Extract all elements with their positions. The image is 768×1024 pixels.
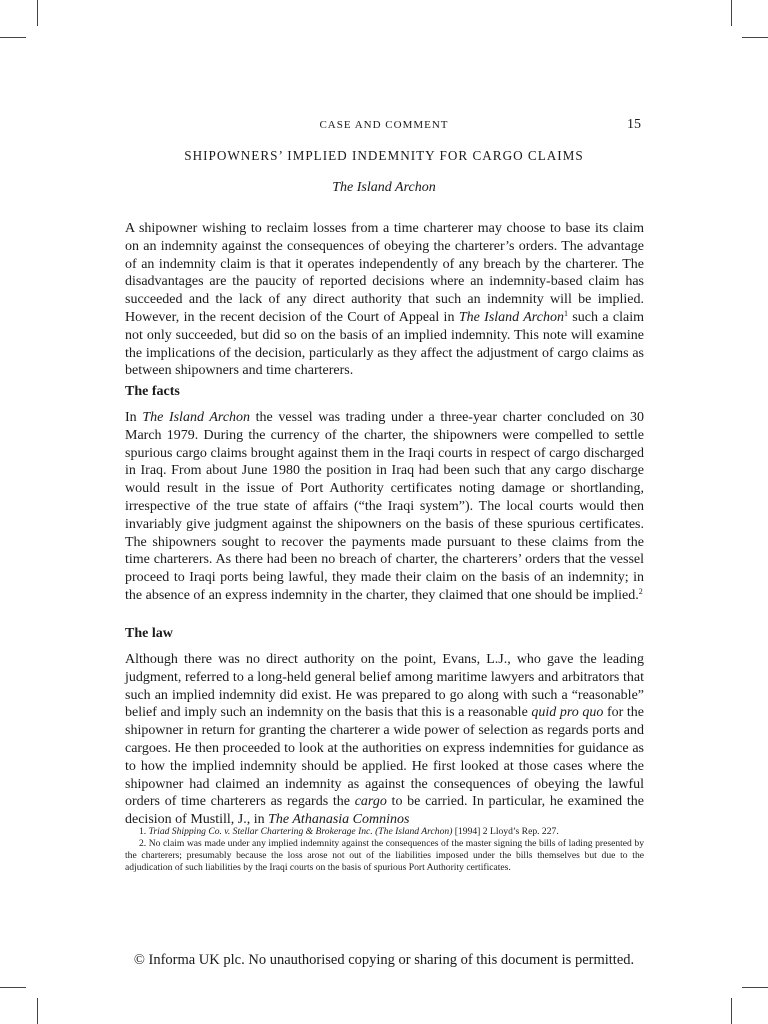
law-body-1: Although there was no direct authority on the point, Evans, L.J., who gave the leading judgment, referred to a long-held general belief among maritime lawyers and arbitrators that such an implied indemnity did exist. He was prepared to go along with such a “reasonable” belief and imply such an indemnity on the basis that this is a reasonable	[125, 652, 644, 721]
article-title: SHIPOWNERS’ IMPLIED INDEMNITY FOR CARGO CLAIMS	[184, 148, 584, 163]
running-head	[0, 118, 768, 134]
footnote-number: 1.	[139, 826, 147, 837]
footnote-parties: Triad Shipping Co. v. Stellar Chartering & Brokerage Inc. (The Island Archon)	[148, 826, 453, 837]
facts-heading: The facts	[125, 384, 180, 399]
law-body-3: to be carried. In particular, he examined the decision of Mustill, J., in	[125, 794, 644, 828]
footnote-text: No claim was made under any implied indemnity against the consequences of the master signing the bills of lading presented by the charterers; presumably because the loss arose not out of the liabilities imposed under the bills themselves but due to the adjudication of such liabilities by the Iraqi courts on the basis of spurious Port Authority certificates.	[125, 838, 644, 873]
crop-mark	[742, 37, 768, 38]
footnote-1	[125, 826, 644, 838]
facts-paragraph	[125, 409, 644, 605]
footnotes	[125, 826, 644, 874]
case-name: The Island Archon	[458, 309, 564, 325]
crop-mark	[731, 0, 732, 26]
page-number: 15	[627, 117, 641, 132]
law-heading: The law	[125, 626, 173, 641]
intro-text-2: such a claim not only succeeded, but did so on the basis of an implied indemnity. This note will examine the implications of the decision, particularly as they affect the adjustment of cargo claims as between shipowners and time charterers.	[125, 309, 644, 379]
cargo-word: cargo	[354, 794, 387, 810]
intro-paragraph	[125, 220, 644, 380]
crop-mark	[37, 0, 38, 26]
crop-mark	[742, 987, 768, 988]
quid-pro-quo: quid pro quo	[531, 705, 604, 721]
crop-mark	[0, 37, 26, 38]
law-paragraph	[125, 651, 644, 829]
article-subtitle: The Island Archon	[332, 180, 436, 195]
law-body-2: for the shipowner in return for granting the charterer a wide power of selection as regards ports and cargoes. He then proceeded to look at the authorities on express indemnities for guidance as to how the implied indemnity should be applied. He first looked at those cases where the shipowner had claimed an indemnity as against the consequences of obeying the lawful orders of time charterers as regards the	[125, 705, 644, 810]
footnote-ref-2: 2	[638, 586, 643, 596]
footnote-citation: [1994] 2 Lloyd’s Rep. 227.	[454, 826, 559, 837]
crop-mark	[0, 987, 26, 988]
footnote-ref-1: 1	[563, 308, 568, 318]
crop-mark	[731, 998, 732, 1024]
crop-mark	[37, 998, 38, 1024]
case-name: The Athanasia Comninos	[268, 812, 410, 828]
copyright-notice: © Informa UK plc. No unauthorised copying or sharing of this document is permitted.	[133, 952, 635, 968]
case-name: The Island Archon	[142, 410, 251, 425]
footnote-2	[125, 838, 644, 874]
footnote-number: 2.	[139, 838, 147, 849]
running-head-title: CASE AND COMMENT	[319, 119, 449, 131]
facts-body: the vessel was trading under a three-year charter concluded on 30 March 1979. During the currency of the charter, the shipowners were compelled to settle spurious cargo claims brought against them in the Iraqi courts in respect of cargo discharged in Iraq. From about June 1980 the position in Iraq had been such that any cargo discharge would result in the issue of Port Authority certificates noting damage or shortlanding, irrespective of the true state of affairs (“the Iraqi system”). The local courts would then invariably give judgment against the shipowners on the basis of these spurious certificates. The shipowners sought to recover the payments made pursuant to these claims from the time charterers. As there had been no breach of charter, the charterers’ orders that the vessel proceed to Iraqi ports being lawful, they made their claim on the basis of an indemnity; in the absence of an express indemnity in the charter, they claimed that one should be implied.	[125, 410, 644, 603]
facts-pre: In	[125, 410, 143, 425]
intro-text-1: A shipowner wishing to reclaim losses from a time charterer may choose to base its claim on an indemnity against the consequences of obeying the charterer’s orders. The advantage of an indemnity claim is that it operates independently of any breach by the charterer. The disadvantages are the paucity of reported decisions where an indemnity-based claim has succeeded and the lack of any direct authority that such an indemnity will be implied. However, in the recent decision of the Court of Appeal in	[125, 221, 644, 325]
